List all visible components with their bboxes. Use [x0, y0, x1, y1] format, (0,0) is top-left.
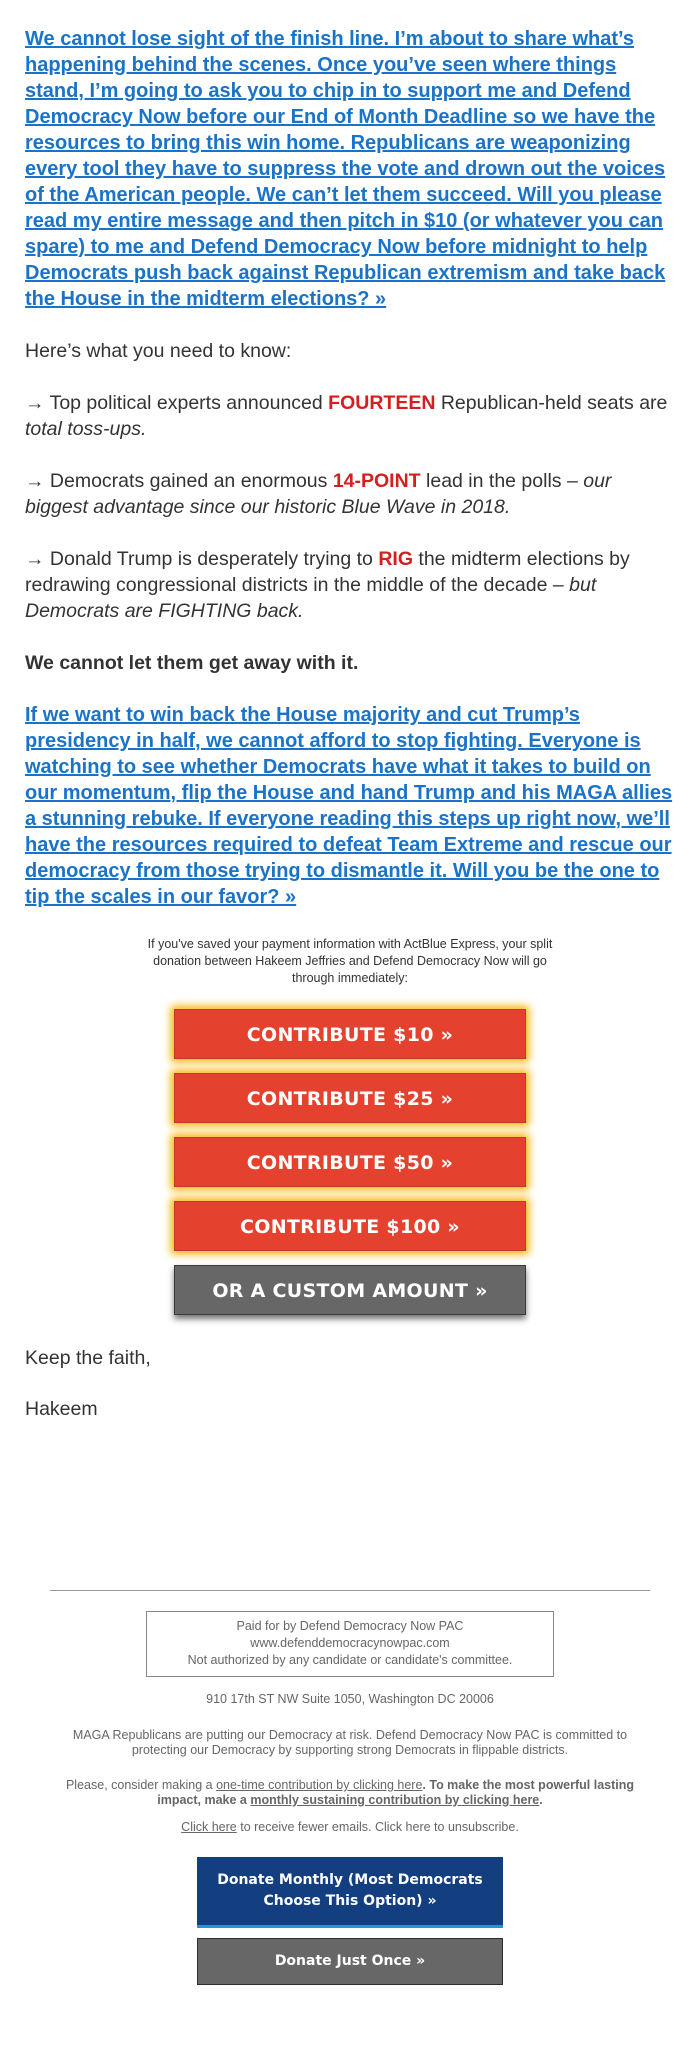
contribution-options-text: Please, consider making a one-time contribution by clicking here. To make the most powerful lasting impact, make a monthly sustaining contribution by clicking here. — [65, 1778, 635, 1807]
highlight-14-point: 14-POINT — [332, 470, 421, 492]
fewer-emails-link[interactable]: Click here — [181, 1820, 237, 1834]
bold-statement: We cannot let them get away with it. — [25, 652, 359, 674]
second-donate-link[interactable]: If we want to win back the House majority and cut Trump’s presidency in half, we cannot afford to stop fighting. Everyone is watching to see whether Democrats have what it takes to build on our momentum, flip the House and hand Trump and his MAGA allies a stunning rebuke. If everyone reading this steps up right now, we’ll have the resources required to defeat Team Extreme and rescue our democracy from those trying to dismantle it. Will you be the one to tip the scales in our favor? » — [25, 704, 673, 908]
highlight-rig: RIG — [378, 548, 413, 570]
one-time-contribution-link[interactable]: one-time contribution by clicking here — [216, 1778, 423, 1792]
contribute-100-button[interactable]: CONTRIBUTE $100 » — [174, 1201, 526, 1251]
contribute-10-button[interactable]: CONTRIBUTE $10 » — [174, 1009, 526, 1059]
point-toss-ups: → Top political experts announced FOURTEEN Republican-held seats are total toss-ups. — [25, 392, 668, 440]
mission-statement: MAGA Republicans are putting our Democracy at risk. Defend Democracy Now PAC is committed to protecting our Democracy by supporting strong Democrats in flippable districts. — [72, 1728, 628, 1757]
signature: Hakeem — [25, 1398, 98, 1420]
contribute-50-button[interactable]: CONTRIBUTE $50 » — [174, 1137, 526, 1187]
footer-donate-buttons — [197, 1857, 503, 1985]
mailing-address: 910 17th ST NW Suite 1050, Washington DC 20006 — [206, 1692, 494, 1706]
actblue-express-note: If you've saved your payment information with ActBlue Express, your split donation between Hakeem Jeffries and Defend Democracy Now will go through immediately: — [147, 937, 553, 985]
donate-once-button[interactable]: Donate Just Once » — [197, 1938, 503, 1985]
monthly-contribution-link[interactable]: monthly sustaining contribution by clicking here — [250, 1793, 540, 1807]
paid-for-box: Paid for by Defend Democracy Now PAC www.defenddemocracynowpac.com Not authorized by any candidate or candidate's committee. — [146, 1611, 554, 1677]
point-polls: → Democrats gained an enormous 14-POINT lead in the polls – our biggest advantage since our historic Blue Wave in 2018. — [25, 470, 612, 518]
intro-text: Here’s what you need to know: — [25, 340, 292, 362]
custom-amount-button[interactable]: OR A CUSTOM AMOUNT » — [174, 1265, 526, 1315]
point-rig: → Donald Trump is desperately trying to RIG the midterm elections by redrawing congressional districts in the middle of the decade – but Democrats are FIGHTING back. — [25, 548, 630, 622]
footer-divider — [50, 1590, 650, 1591]
donate-monthly-button[interactable]: Donate Monthly (Most Democrats Choose This Option) » — [197, 1857, 503, 1928]
email-footer — [0, 1590, 700, 1985]
lead-donate-link[interactable]: We cannot lose sight of the finish line. I’m about to share what’s happening behind the scenes. Once you’ve seen where things stand, I’m going to ask you to chip in to support me and Defend Democracy Now before our End of Month Deadline so we have the resources to bring this win home. Republicans are weaponizing every tool they have to suppress the vote and drown out the voices of the American people. We can’t let them succeed. Will you please read my entire message and then pitch in $10 (or whatever you can spare) to me and Defend Democracy Now before midnight to help Democrats push back against Republican extremism and take back the House in the midterm elections? » — [25, 28, 666, 310]
highlight-fourteen: FOURTEEN — [328, 392, 436, 414]
contribute-25-button[interactable]: CONTRIBUTE $25 » — [174, 1073, 526, 1123]
contribute-buttons — [174, 1009, 526, 1315]
signoff: Keep the faith, — [25, 1347, 151, 1369]
email-preferences-text: Click here to receive fewer emails. Click here to unsubscribe. — [181, 1820, 519, 1834]
website-text: www.defenddemocracynowpac.com — [250, 1636, 450, 1650]
